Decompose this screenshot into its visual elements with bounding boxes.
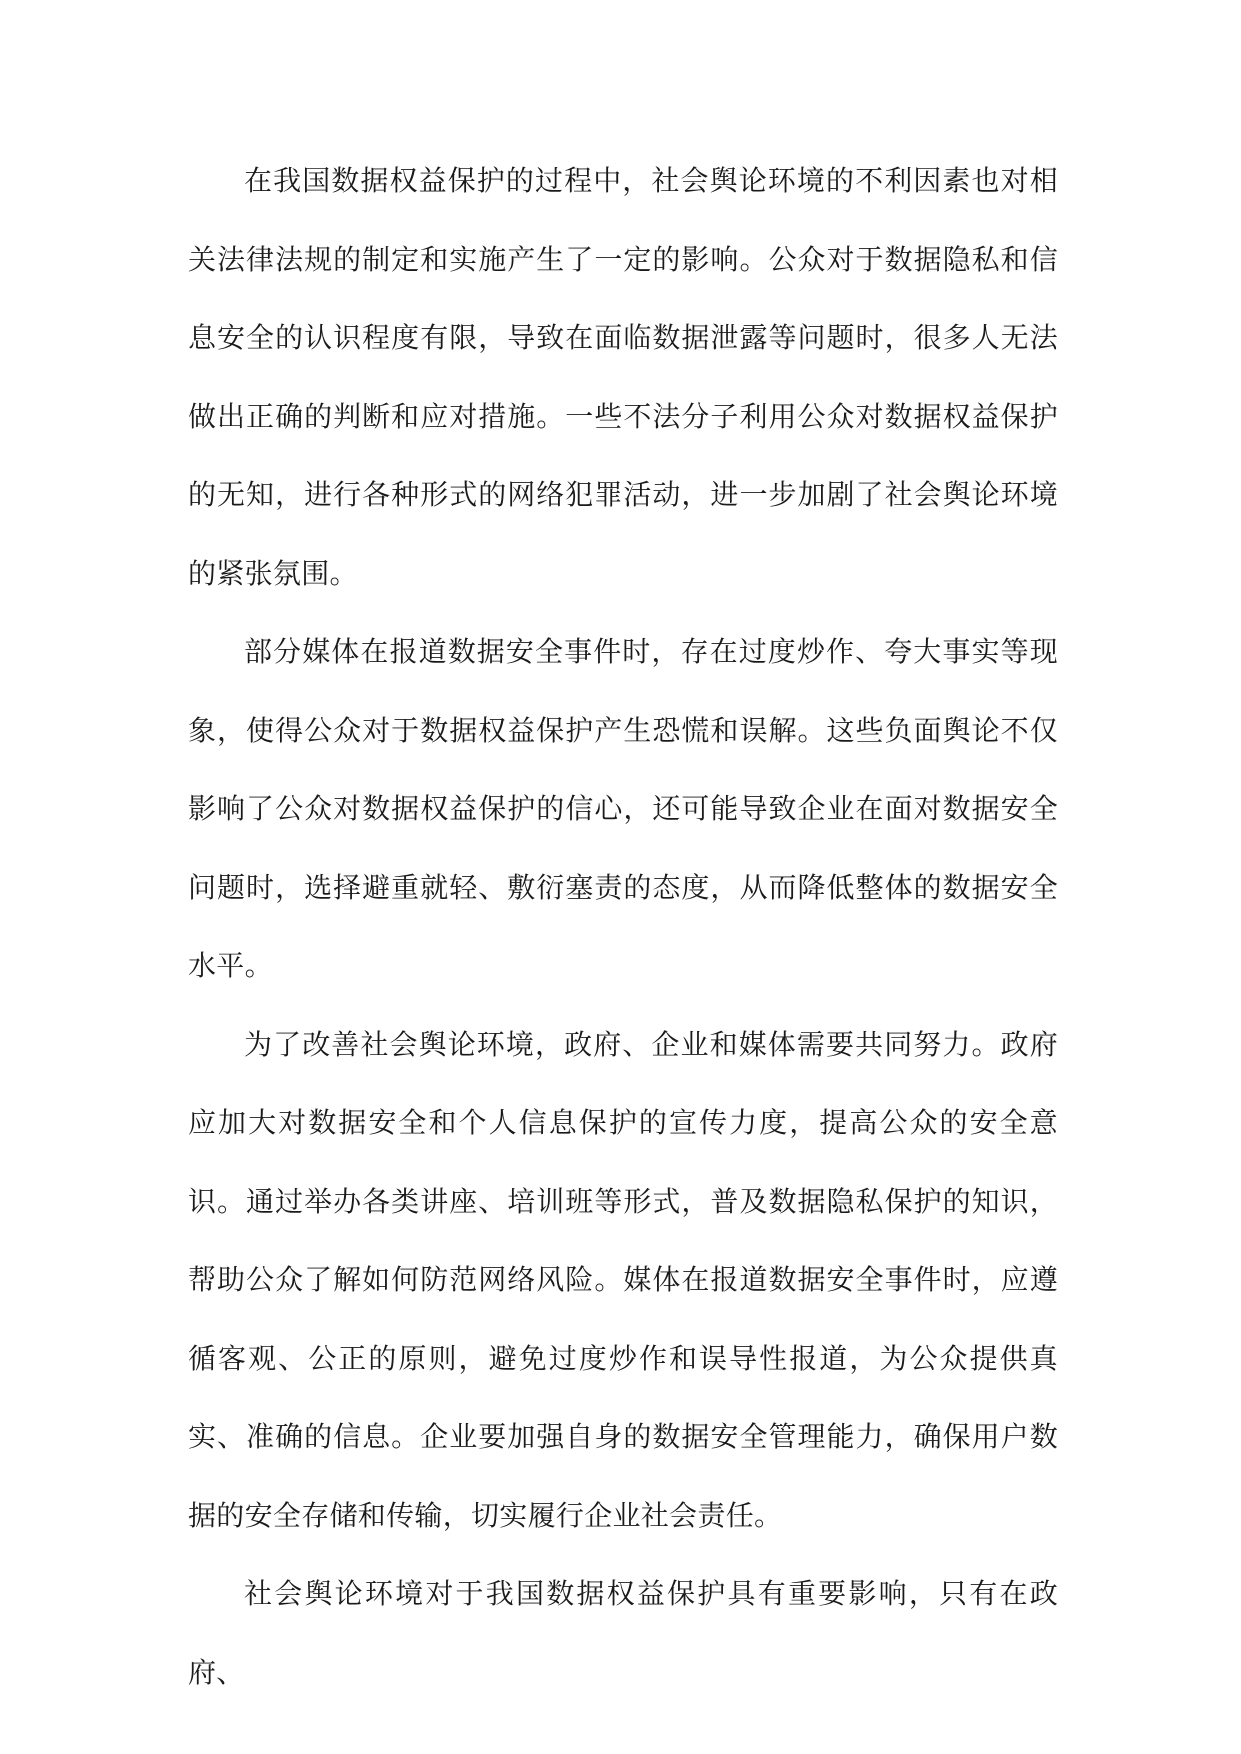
paragraph-1: 在我国数据权益保护的过程中，社会舆论环境的不利因素也对相关法律法规的制定和实施产生了一定的影响。公众对于数据隐私和信息安全的认识程度有限，导致在面临数据泄露等问题时，很多人无法做出正确的判断和应对措施。一些不法分子利用公众对数据权益保护的无知，进行各种形式的网络犯罪活动，进一步加剧了社会舆论环境的紧张氛围。	[188, 164, 1058, 590]
document-body	[188, 142, 1058, 1712]
paragraph-4: 社会舆论环境对于我国数据权益保护具有重要影响，只有在政府、	[188, 1577, 1058, 1689]
paragraph-2: 部分媒体在报道数据安全事件时，存在过度炒作、夸大事实等现象，使得公众对于数据权益保护产生恐慌和误解。这些负面舆论不仅影响了公众对数据权益保护的信心，还可能导致企业在面对数据安全问题时，选择避重就轻、敷衍塞责的态度，从而降低整体的数据安全水平。	[188, 635, 1058, 982]
paragraph-3: 为了改善社会舆论环境，政府、企业和媒体需要共同努力。政府应加大对数据安全和个人信息保护的宣传力度，提高公众的安全意识。通过举办各类讲座、培训班等形式，普及数据隐私保护的知识，帮助公众了解如何防范网络风险。媒体在报道数据安全事件时，应遵循客观、公正的原则，避免过度炒作和误导性报道，为公众提供真实、准确的信息。企业要加强自身的数据安全管理能力，确保用户数据的安全存储和传输，切实履行企业社会责任。	[188, 1027, 1058, 1532]
